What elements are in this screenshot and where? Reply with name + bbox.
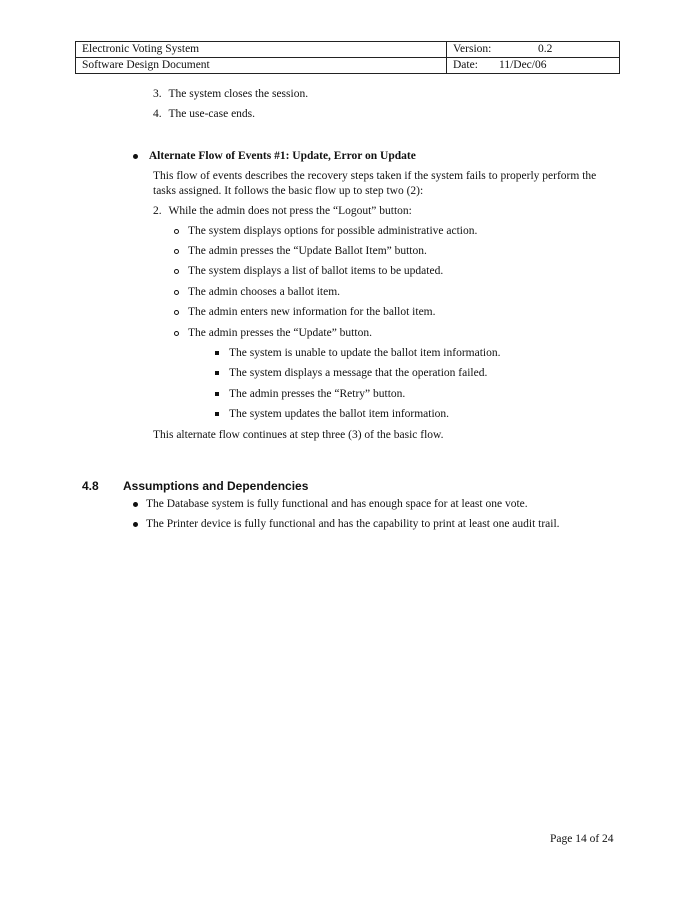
date-value: 11/Dec/06: [499, 59, 547, 71]
bullet-circle-icon: [174, 229, 179, 234]
bullet-disc-icon: [133, 154, 138, 159]
list-item-text: The system displays a message that the operation failed.: [229, 367, 488, 379]
list-item: [174, 224, 477, 239]
version-label: Version:: [453, 43, 492, 55]
step-number: 4.: [153, 108, 162, 120]
section-number: 4.8: [82, 479, 99, 493]
list-item-text: The Database system is fully functional and has enough space for at least one vote.: [146, 498, 528, 510]
alt-flow-heading: [133, 149, 416, 164]
bullet-circle-icon: [174, 331, 179, 336]
list-item: [174, 285, 340, 300]
list-item-text: The system is unable to update the ballot item information.: [229, 347, 501, 359]
list-item-text: The admin presses the “Update Ballot Item” button.: [188, 245, 427, 257]
section-title: Assumptions and Dependencies: [123, 479, 309, 493]
document-subtitle: Software Design Document: [76, 58, 447, 74]
list-item-text: The system displays options for possible administrative action.: [188, 225, 478, 237]
bullet-circle-icon: [174, 249, 179, 254]
date-cell: [447, 58, 620, 74]
list-item-text: The Printer device is fully functional and has the capability to print at least one audit trail.: [146, 518, 560, 530]
step-text: The use-case ends.: [168, 108, 256, 120]
section-heading: [82, 479, 309, 494]
step-number: 2.: [153, 205, 162, 217]
list-item: [174, 326, 372, 341]
list-item-text: The admin presses the “Update” button.: [188, 327, 372, 339]
list-item: [215, 346, 500, 361]
list-item-text: The admin presses the “Retry” button.: [229, 388, 406, 400]
list-item: [174, 305, 436, 320]
step-text: While the admin does not press the “Logout” button:: [168, 205, 412, 217]
list-item-text: The system displays a list of ballot items to be updated.: [188, 265, 444, 277]
step-text: The system closes the session.: [168, 88, 309, 100]
alt-flow-intro: [153, 169, 603, 199]
list-item: [153, 204, 412, 219]
list-item: [215, 407, 449, 422]
bullet-disc-icon: [133, 502, 138, 507]
list-item: [133, 497, 528, 512]
list-item-text: The admin chooses a ballot item.: [188, 286, 341, 298]
intro-line: tasks assigned. It follows the basic flow up to step two (2):: [153, 185, 424, 197]
list-item: [215, 366, 487, 381]
document-header-table: [75, 41, 620, 74]
document-title: Electronic Voting System: [76, 42, 447, 58]
list-item: [215, 387, 405, 402]
step-number: 3.: [153, 88, 162, 100]
list-item: [174, 244, 427, 259]
bullet-square-icon: [215, 351, 219, 355]
version-value: 0.2: [538, 43, 553, 55]
intro-line: This flow of events describes the recovery steps taken if the system fails to properly perform the: [153, 170, 597, 182]
bullet-disc-icon: [133, 522, 138, 527]
date-label: Date:: [453, 59, 478, 71]
list-item-text: The system updates the ballot item information.: [229, 408, 450, 420]
page-number: Page 14 of 24: [550, 833, 614, 845]
list-item-text: The admin enters new information for the ballot item.: [188, 306, 436, 318]
list-item: [153, 87, 308, 102]
bullet-circle-icon: [174, 310, 179, 315]
bullet-square-icon: [215, 412, 219, 416]
bullet-circle-icon: [174, 290, 179, 295]
list-item: [174, 264, 443, 279]
list-item: [133, 517, 560, 532]
list-item: [153, 107, 255, 122]
alt-flow-closing: This alternate flow continues at step three (3) of the basic flow.: [153, 429, 444, 441]
bullet-square-icon: [215, 392, 219, 396]
version-cell: [447, 42, 620, 58]
alt-flow-title: Alternate Flow of Events #1: Update, Error on Update: [148, 150, 416, 162]
bullet-square-icon: [215, 371, 219, 375]
bullet-circle-icon: [174, 269, 179, 274]
